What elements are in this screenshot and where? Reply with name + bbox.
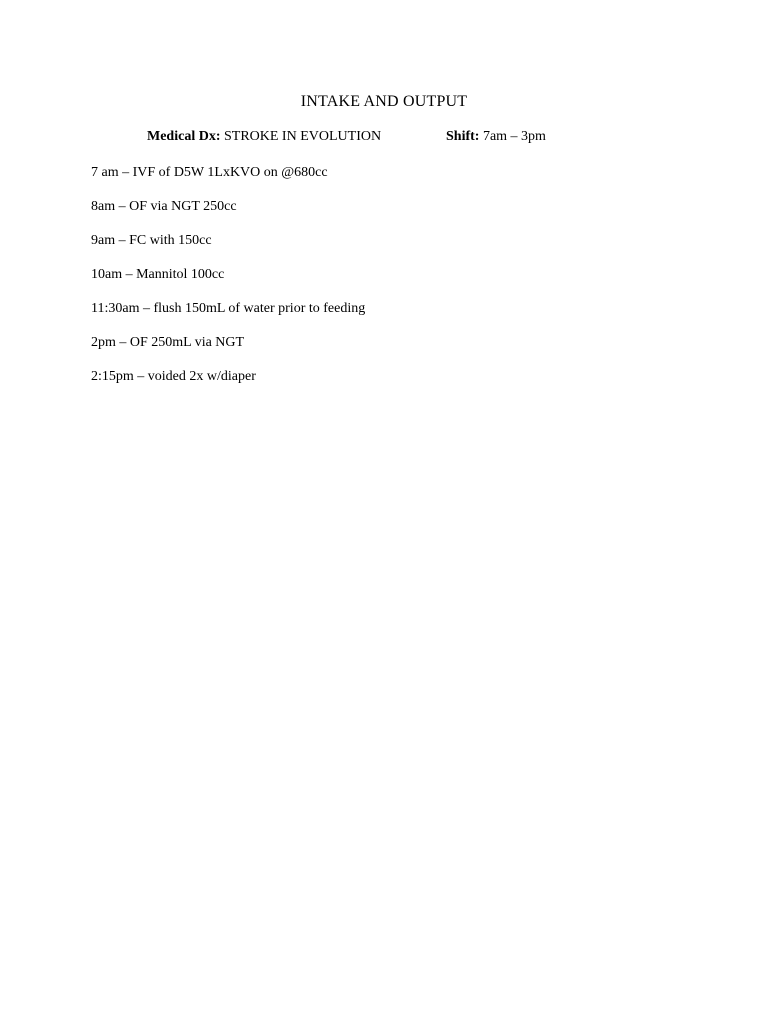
entry-7am: 7 am – IVF of D5W 1LxKVO on @680cc bbox=[91, 165, 328, 180]
medical-dx-value: STROKE IN EVOLUTION bbox=[223, 129, 382, 144]
medical-dx-field bbox=[147, 129, 381, 145]
shift-value: 7am – 3pm bbox=[482, 129, 546, 144]
page-title: INTAKE AND OUTPUT bbox=[300, 93, 468, 110]
intake-output-entries bbox=[91, 163, 711, 401]
entry-2pm: 2pm – OF 250mL via NGT bbox=[91, 335, 245, 350]
document-header-info bbox=[0, 129, 768, 149]
entry-10am: 10am – Mannitol 100cc bbox=[91, 267, 225, 282]
entry-215pm: 2:15pm – voided 2x w/diaper bbox=[91, 369, 256, 384]
shift-label: Shift: bbox=[446, 129, 480, 144]
shift-field bbox=[446, 129, 546, 145]
entry-9am: 9am – FC with 150cc bbox=[91, 233, 212, 248]
medical-dx-label: Medical Dx: bbox=[147, 129, 221, 144]
entry-8am: 8am – OF via NGT 250cc bbox=[91, 199, 237, 214]
entry-1130am: 11:30am – flush 150mL of water prior to feeding bbox=[91, 301, 366, 316]
